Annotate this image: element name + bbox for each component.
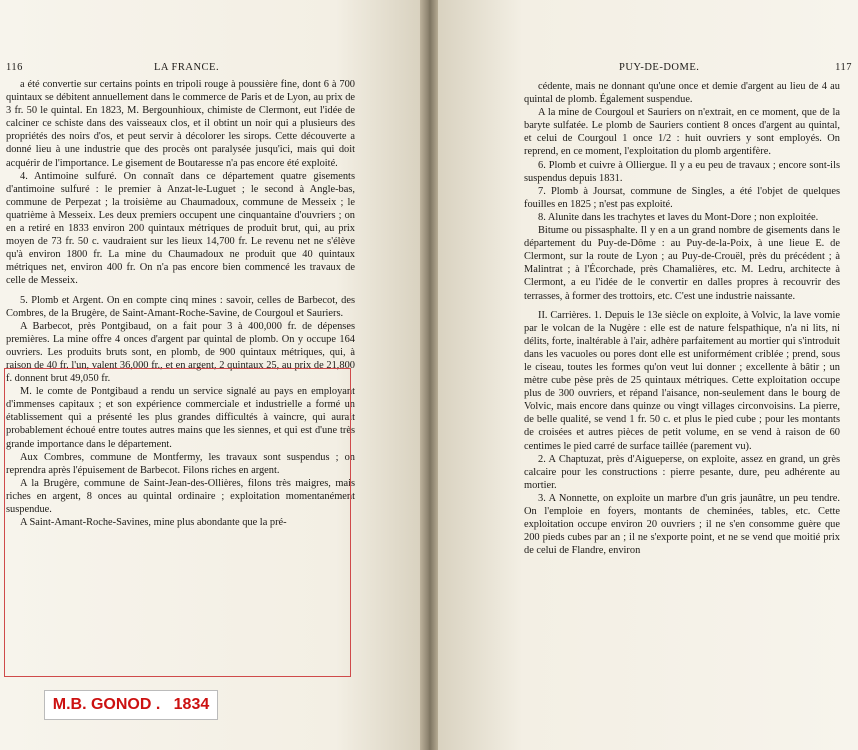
right-page-text bbox=[524, 80, 840, 557]
paragraph: A la Brugère, commune de Saint-Jean-des-Ollières, filons très maigres, mais riches en argent, 8 onces au quintal ordinaire ; exploitation momentanément suspendue. bbox=[6, 477, 355, 515]
paragraph: 5. Plomb et Argent. On en compte cinq mines : savoir, celles de Barbecot, des Combres, de la Brugère, de Saint-Amant-Roche-Savine, de Courgoul et Sauriers. bbox=[6, 294, 355, 319]
paragraph: II. Carrières. 1. Depuis le 13e siècle on exploite, à Volvic, la lave vomie par le volcan de la Nugère : elle est de nature felspathique, n'a ni lits, ni délits, forte, inaltérable à l'air, adhère parfaitement au mortier qui s'introduit dans les vacuoles ou pores dont elle est uniformément criblée ; prend, sous le ciseau, toutes les formes qu'on veut lui donner ; excellente à bâtir ; un mètre cube pèse près de 25 quintaux métriques. Cette exploitation occupe plus de 300 ouvriers, et répand l'aisance, non-seulement dans le bourg de Volvic, mais encore dans quinze ou vingt villages circonvoisins. La pierre, de belle qualité, se vend 1 fr. 50 c. et plus le pied cube ; pour les montants de croisées et autres pièces de petit volume, en se vend à raison de 60 centimes le pied carré de surface taillée (parement vu). bbox=[524, 309, 840, 452]
left-running-title: LA FRANCE. bbox=[154, 62, 220, 73]
right-page-number: 117 bbox=[835, 62, 852, 73]
paragraph: A Barbecot, près Pontgibaud, on a fait pour 3 à 400,000 fr. de dépenses premières. La mine offre 4 onces d'argent par quintal de plomb. On y occupe 164 ouvriers. Les produits bruts sont, en plomb, de 900 quintaux métriques, qui, à raison de 40 fr. l'un, valent 36,000 fr., et en argent, 2 quintaux 25, au prix de 21,800 f. donnent brut 49,050 fr. bbox=[6, 320, 355, 385]
paragraph: Bitume ou pissasphalte. Il y en a un grand nombre de gisements dans le département du Puy-de-Dôme : au Puy-de-la-Poix, à une lieue E. de Clermont, sur la route de Lyon ; au Puy-de-Crouël, près du précédent ; à Malintrat ; à l'Écorchade, près Chamalières, etc. M. Ledru, architecte à Clermont, a eu l'idée de le convertir en dalles propres à recouvrir des terrasses, à former des trottoirs, etc. C'est une industrie naissante. bbox=[524, 225, 840, 302]
paragraph: M. le comte de Pontgibaud a rendu un service signalé au pays en employant d'immenses capitaux ; et son expérience commerciale et industrielle a formé un établissement qui a présenté les plus grandes difficultés à vaincre, qui aurait probablement échoué entre toutes autres mains que les siennes, et qui est d'une très grande importance dans le département. bbox=[6, 386, 355, 450]
paragraph: A Saint-Amant-Roche-Savines, mine plus abondante que la pré- bbox=[20, 517, 287, 529]
paragraph: A la mine de Courgoul et Sauriers on n'extrait, en ce moment, que de la baryte sulfatée. Le plomb de Sauriers contient 8 onces d'argent au quintal, et celui de Courgoul 1 once 1/2 : huit ouvriers y sont employés. On reprend, en ce moment, l'exploitation du plomb argentifère. bbox=[524, 107, 840, 158]
caption-label: M.B. GONOD . 1834 bbox=[44, 690, 218, 720]
paragraph: 4. Antimoine sulfuré. On connaît dans ce département quatre gisements d'antimoine sulfuré : le premier à Anzat-le-Luguet ; le second à Angle-bas, commune de Perpezat ; la troisième au Chaumadoux, commune de Messeix ; le quatrième à Messeix. Les deux premiers occupent une cinquantaine d'ouvriers ; on en a retiré en 1833 environ 200 quintaux métriques de produit brut, qui, au prix moyen de 73 fr. 50 c. vaudraient sur les lieux 14,700 fr. Le revenu net ne s'élève qu'à environ 1800 fr. La mine du Chaumadoux ne produit que 40 quintaux métriques net, environ 400 fr. On n'a pas encore bien commencé les travaux de celle de Messeix. bbox=[6, 170, 355, 287]
book-gutter bbox=[420, 0, 438, 750]
left-page bbox=[0, 0, 420, 750]
paragraph: 2. A Chaptuzat, près d'Aigueperse, on exploite, assez en grand, un grès calcaire pour les constructions : pierre pesante, dure, peu adhérente au mortier. bbox=[524, 453, 840, 491]
paragraph: a été convertie sur certains points en tripoli rouge à poussière fine, dont 6 à 700 quintaux se débitent annuellement dans le commerce de Paris et de Lyon, au prix de 3 fr. 50 le quintal. En 1823, M. Bergounhioux, chimiste de Clermont, eut l'idée de calciner ce schiste dans des vaisseaux clos, et il obtint un noir qui a plusieurs des propriétés des noirs d'os, et peut servir à décolorer les sirops. Cette découverte a donné lieu à une industrie que des procès ont paralysée jusqu'ici, mais qui doit acquérir de l'importance. Le gisement de Boutaresse n'a pas encore été exploité. bbox=[6, 79, 355, 169]
paragraph: 7. Plomb à Joursat, commune de Singles, a été l'objet de quelques fouilles en 1825 ; n'est pas exploité. bbox=[524, 185, 840, 210]
paragraph: 8. Alunite dans les trachytes et laves du Mont-Dore ; non exploitée. bbox=[538, 211, 819, 223]
right-running-title: PUY-DE-DOME. bbox=[619, 62, 700, 73]
right-page bbox=[438, 0, 858, 750]
paragraph: 6. Plomb et cuivre à Olliergue. Il y a eu peu de travaux ; encore sont-ils suspendus depuis 1831. bbox=[524, 159, 840, 184]
paragraph: cédente, mais ne donnant qu'une once et demie d'argent au lieu de 4 au quintal de plomb. Également suspendue. bbox=[524, 81, 840, 106]
left-page-text bbox=[6, 78, 355, 529]
paragraph: 3. A Nonnette, on exploite un marbre d'un gris jaunâtre, un peu tendre. On l'emploie en foyers, montants de cheminées, tables, etc. Cette exploitation occupe environ 20 ouvriers ; il ne s'en consomme guère que 200 pieds cubes par an ; il ne s'exporte point, et ne se vend que moitié prix de celui de Flandre, environ bbox=[524, 492, 840, 557]
paragraph: Aux Combres, commune de Montfermy, les travaux sont suspendus ; on reprendra après l'épuisement de Barbecot. Filons riches en argent. bbox=[6, 451, 355, 476]
left-page-number: 116 bbox=[6, 62, 23, 73]
